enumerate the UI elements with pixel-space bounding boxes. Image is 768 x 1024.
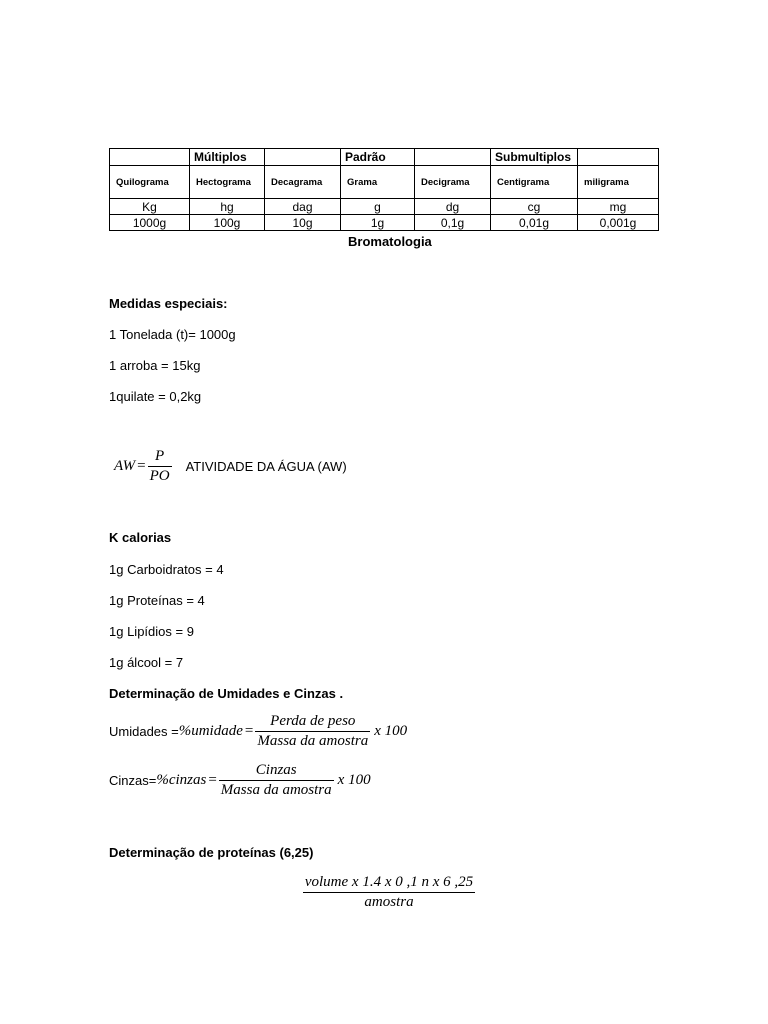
table-cell: 100g	[190, 215, 265, 231]
table-cell: hg	[190, 199, 265, 215]
table-cell	[265, 149, 341, 166]
table-cell: 1000g	[110, 215, 190, 231]
cinzas-lhs: %cinzas	[156, 772, 207, 788]
umidade-multiplier: x 100	[374, 723, 408, 739]
table-cell: 0,1g	[415, 215, 491, 231]
proteinas-fraction	[303, 874, 475, 911]
kcal-item: 1g Proteínas = 4	[109, 593, 205, 608]
cinzas-numerator: Cinzas	[255, 762, 297, 778]
umidade-heading: Determinação de Umidades e Cinzas .	[109, 686, 344, 701]
equals-sign: =	[208, 772, 217, 788]
table-cell	[415, 149, 491, 166]
table-cell	[578, 149, 659, 166]
table-cell-submultiplos: Submultiplos	[491, 149, 578, 166]
table-cell: dg	[415, 199, 491, 215]
kcal-item: 1g Lipídios = 9	[109, 624, 194, 639]
table-cell: 10g	[265, 215, 341, 231]
table-cell: Hectograma	[190, 166, 265, 199]
proteinas-denominator: amostra	[303, 892, 475, 911]
kcal-item: 1g álcool = 7	[109, 655, 184, 670]
table-cell: 0,001g	[578, 215, 659, 231]
table-unit-names-row	[110, 166, 659, 199]
umidade-lhs: %umidade	[178, 723, 243, 739]
umidade-denominator: Massa da amostra	[257, 733, 369, 749]
equals-sign: =	[244, 723, 254, 739]
table-cell: mg	[578, 199, 659, 215]
table-cell: Kg	[110, 199, 190, 215]
cinzas-multiplier: x 100	[337, 772, 371, 788]
special-item: 1 arroba = 15kg	[109, 358, 201, 373]
table-cell: 0,01g	[491, 215, 578, 231]
umidade-numerator: Perda de peso	[270, 713, 356, 729]
table-cell: Centigrama	[491, 166, 578, 199]
table-cell: Grama	[341, 166, 415, 199]
table-cell	[110, 149, 190, 166]
table-symbols-row	[110, 199, 659, 215]
table-cell-multiplos: Múltiplos	[190, 149, 265, 166]
table-cell: Decigrama	[415, 166, 491, 199]
table-cell-padrao: Padrão	[341, 149, 415, 166]
umidade-label: Umidades =	[109, 723, 179, 739]
aw-fraction	[148, 448, 172, 485]
kcal-item: 1g Carboidratos = 4	[109, 562, 224, 577]
table-cell: dag	[265, 199, 341, 215]
cinzas-label: Cinzas=	[109, 772, 157, 788]
cinzas-denominator: Massa da amostra	[220, 782, 332, 798]
table-group-header-row	[110, 149, 659, 166]
cinzas-fraction	[219, 762, 334, 799]
table-cell: cg	[491, 199, 578, 215]
equals-sign: =	[137, 458, 146, 474]
table-cell: g	[341, 199, 415, 215]
aw-denominator: PO	[149, 468, 170, 484]
table-cell: 1g	[341, 215, 415, 231]
table-cell: Decagrama	[265, 166, 341, 199]
special-heading: Medidas especiais:	[109, 296, 228, 311]
aw-lhs: AW	[114, 458, 136, 474]
aw-numerator: P	[154, 448, 165, 464]
table-cell: miligrama	[578, 166, 659, 199]
page-title: Bromatologia	[348, 234, 432, 249]
umidade-formula	[109, 713, 407, 750]
table-cell: Quilograma	[110, 166, 190, 199]
aw-label: ATIVIDADE DA ÁGUA (AW)	[185, 458, 347, 474]
umidade-fraction	[255, 713, 370, 750]
kcal-heading: K calorias	[109, 530, 172, 545]
proteinas-formula	[304, 874, 474, 911]
aw-formula	[114, 448, 347, 485]
proteinas-heading: Determinação de proteínas (6,25)	[109, 845, 314, 860]
units-table	[109, 148, 659, 231]
proteinas-numerator: volume x 1.4 x 0 ,1 n x 6 ,25	[304, 874, 474, 890]
cinzas-formula	[109, 762, 371, 799]
special-item: 1 Tonelada (t)= 1000g	[109, 327, 236, 342]
special-item: 1quilate = 0,2kg	[109, 389, 202, 404]
table-values-row	[110, 215, 659, 231]
